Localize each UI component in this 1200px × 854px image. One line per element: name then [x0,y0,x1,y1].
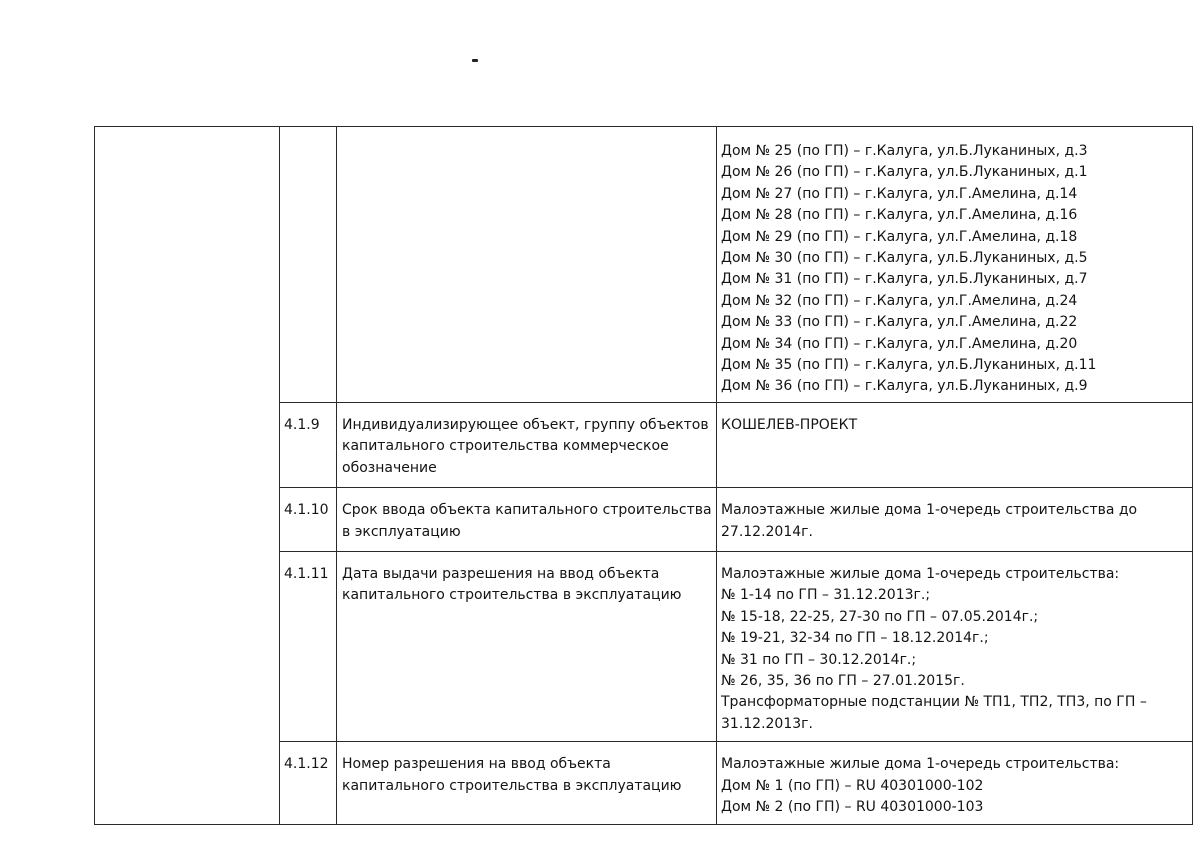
row-value [717,552,1192,741]
row-description [337,552,716,615]
description-line: в эксплуатацию [342,523,461,540]
value-line: Малоэтажные жилые дома 1-очередь строительства: [721,756,1120,773]
value-line: № 1-14 по ГП – 31.12.2013г.; [721,587,931,604]
house-address-line: Дом № 35 (по ГП) – г.Калуга, ул.Б.Луканиных, д.11 [721,357,1097,374]
row-number-cell [280,402,337,487]
house-address-line: Дом № 32 (по ГП) – г.Калуга, ул.Г.Амелина, д.24 [721,292,1078,309]
house-address-line: Дом № 25 (по ГП) – г.Калуга, ул.Б.Луканиных, д.3 [721,143,1088,159]
row-value-cell [717,551,1193,741]
row-value-cell [717,742,1193,825]
house-address-list [717,127,1192,402]
value-line: Дом № 1 (по ГП) – RU 40301000-102 [721,777,984,794]
row-number-cell [280,488,337,552]
house-address-line: Дом № 36 (по ГП) – г.Калуга, ул.Б.Луканиных, д.9 [721,378,1088,395]
value-line: 31.12.2013г. [721,715,813,732]
row-number: 4.1.9 [284,416,320,433]
value-line: Малоэтажные жилые дома 1-очередь строительства до [721,502,1138,519]
description-line: Номер разрешения на ввод объекта [342,756,611,773]
description-line: Индивидуализирующее объект, группу объектов [342,416,709,433]
row-value [717,488,1192,549]
house-address-line: Дом № 26 (по ГП) – г.Калуга, ул.Б.Луканиных, д.1 [721,164,1088,181]
table-row [95,127,1193,403]
row-description [337,742,716,805]
house-address-line: Дом № 27 (по ГП) – г.Калуга, ул.Г.Амелина, д.14 [721,185,1078,202]
row-value-cell [717,488,1193,552]
house-address-line: Дом № 31 (по ГП) – г.Калуга, ул.Б.Луканиных, д.7 [721,271,1088,288]
description-line: Срок ввода объекта капитального строительства [342,502,712,519]
row-number: 4.1.10 [284,502,329,519]
house-address-line: Дом № 28 (по ГП) – г.Калуга, ул.Г.Амелина, д.16 [721,207,1078,224]
value-line: Трансформаторные подстанции № ТП1, ТП2, ТП3, по ГП – [721,694,1147,711]
description-line: Дата выдачи разрешения на ввод объекта [342,565,660,582]
row-number: 4.1.11 [284,565,329,582]
row-description-cell [337,742,717,825]
row-description-cell [337,127,717,403]
house-address-line: Дом № 29 (по ГП) – г.Калуга, ул.Г.Амелина, д.18 [721,228,1078,245]
value-line: Дом № 2 (по ГП) – RU 40301000-103 [721,798,984,815]
row-value [717,742,1192,824]
row-value-cell [717,402,1193,487]
value-line: КОШЕЛЕВ-ПРОЕКТ [721,416,858,433]
value-line: № 26, 35, 36 по ГП – 27.01.2015г. [721,672,965,689]
row-number-cell [280,551,337,741]
house-address-line: Дом № 30 (по ГП) – г.Калуга, ул.Б.Луканиных, д.5 [721,250,1088,267]
value-line: № 19-21, 32-34 по ГП – 18.12.2014г.; [721,630,989,647]
value-line: № 31 по ГП – 30.12.2014г.; [721,651,917,668]
description-line: капитального строительства в эксплуатацию [342,777,682,794]
description-line: капитального строительства коммерческое [342,438,669,455]
row-description-cell [337,402,717,487]
house-address-line: Дом № 34 (по ГП) – г.Калуга, ул.Г.Амелина, д.20 [721,335,1078,352]
value-line: 27.12.2014г. [721,523,813,540]
description-line: обозначение [342,459,437,476]
row-number-cell [280,742,337,825]
row-value [717,403,1192,442]
registration-table [94,126,1193,825]
row-number: 4.1.12 [284,756,329,773]
description-line: капитального строительства в эксплуатацию [342,587,682,604]
scan-speck [472,59,478,62]
value-line: № 15-18, 22-25, 27-30 по ГП – 07.05.2014г.; [721,608,1039,625]
row-description-cell [337,551,717,741]
house-address-line: Дом № 33 (по ГП) – г.Калуга, ул.Г.Амелина, д.22 [721,314,1078,331]
row-value-cell [717,127,1193,403]
row-description [337,488,716,551]
row-description-cell [337,488,717,552]
value-line: Малоэтажные жилые дома 1-очередь строительства: [721,565,1120,582]
blank-left-column [95,127,280,825]
row-number-cell [280,127,337,403]
row-description [337,403,716,487]
